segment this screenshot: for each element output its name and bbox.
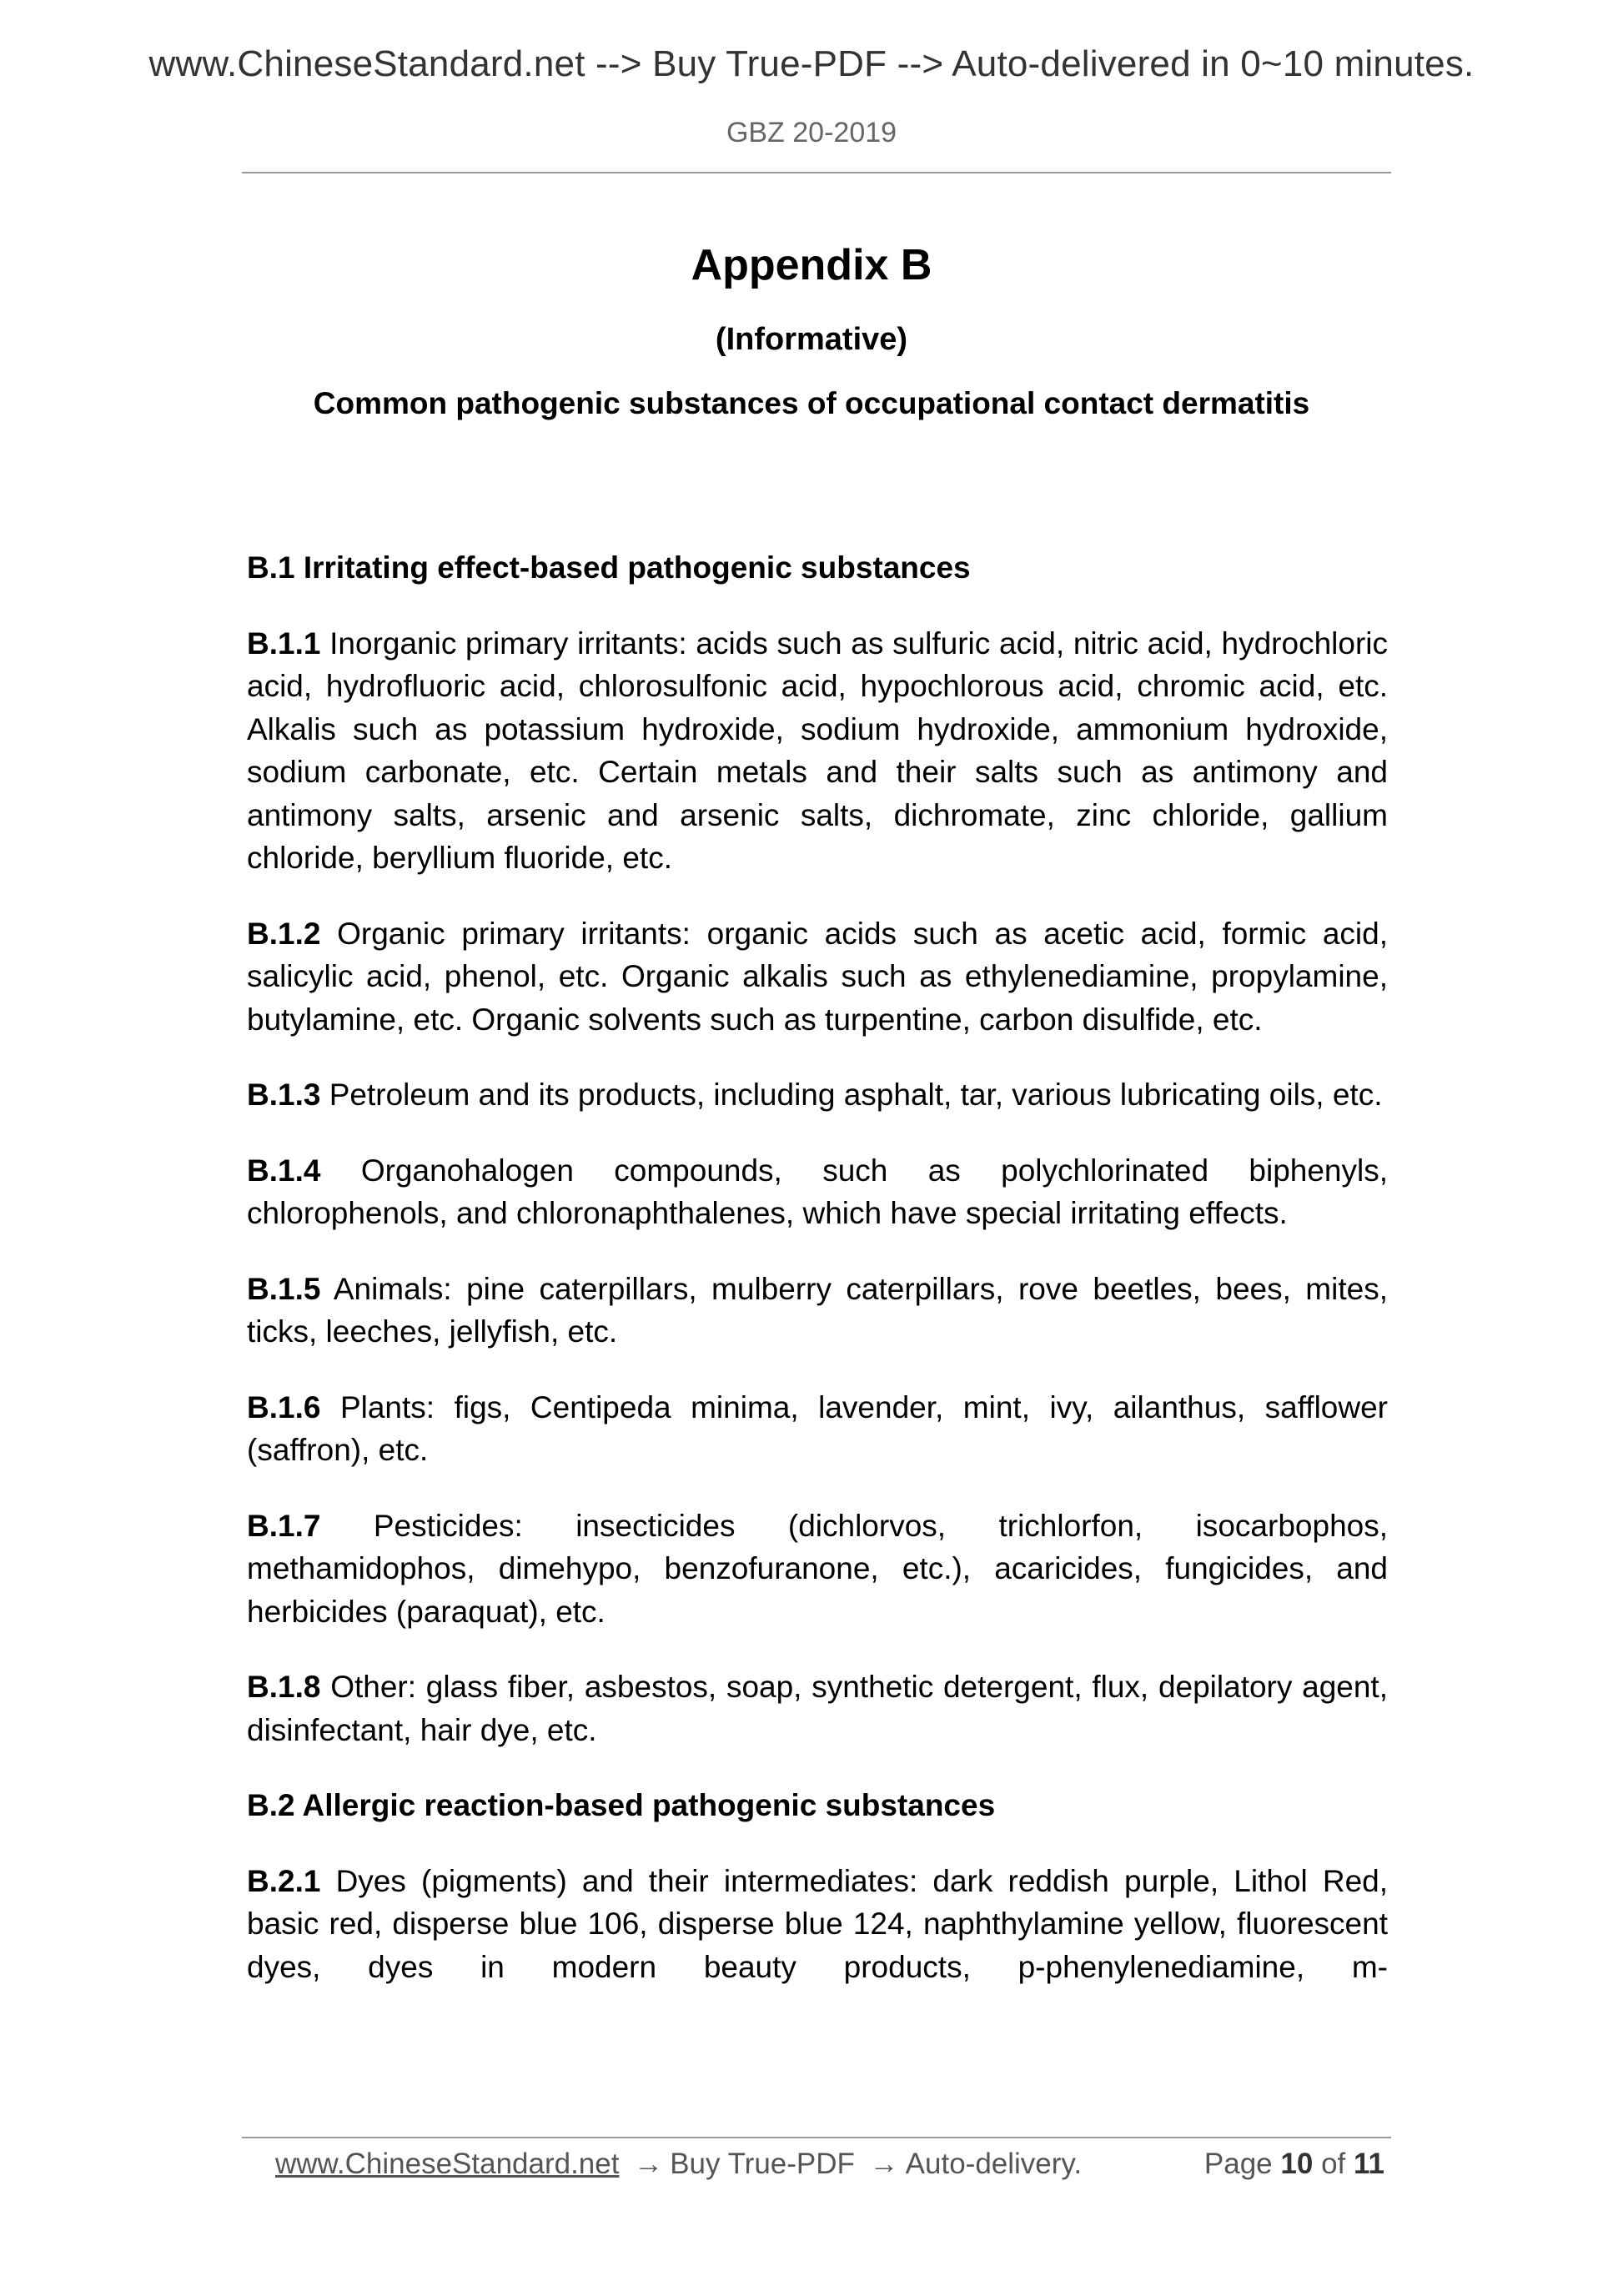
clause-b14 <box>247 1149 1388 1235</box>
page-number: 10 <box>1280 2148 1314 2180</box>
clause-number: B.1.4 <box>247 1153 321 1188</box>
header-divider <box>242 172 1391 173</box>
clause-b17 <box>247 1505 1388 1634</box>
clause-number: B.1.5 <box>247 1271 321 1306</box>
clause-number: B.1.1 <box>247 625 321 661</box>
page-footer <box>275 2139 1384 2189</box>
clause-text: Organic primary irritants: organic acids such as acetic acid, formic acid, salicylic acid, phenol, etc. Organic alkalis such as ethylenediamine, propylamine, butylamine, etc. Organic solvents such as turpentine, carbon disulfide, etc. <box>247 916 1389 1037</box>
page-indicator <box>1204 2139 1384 2189</box>
page-label: Page <box>1203 2148 1273 2180</box>
of-label: of <box>1321 2148 1346 2180</box>
arrow-right-icon: → <box>869 2148 899 2180</box>
clause-number: B.1.8 <box>247 1670 321 1704</box>
clause-b16 <box>247 1386 1388 1472</box>
section-heading-b1: B.1 Irritating effect-based pathogenic substances <box>247 550 971 585</box>
arrow-right-icon: → <box>634 2148 664 2180</box>
delivery-text: Auto-delivery. <box>905 2148 1083 2180</box>
clause-b12 <box>247 912 1388 1042</box>
clause-b15 <box>247 1268 1388 1354</box>
clause-text: Animals: pine caterpillars, mulberry caterpillars, rove beetles, bees, mites, ticks, leeches, jellyfish, etc. <box>247 1271 1388 1349</box>
clause-number: B.1.2 <box>247 916 321 951</box>
section-heading-b2: B.2 Allergic reaction-based pathogenic substances <box>247 1788 996 1822</box>
clause-number: B.1.6 <box>247 1389 321 1424</box>
appendix-type: (Informative) <box>715 322 908 357</box>
clause-text: Inorganic primary irritants: acids such as sulfuric acid, nitric acid, hydrochloric acid, hydrofluoric acid, chlorosulfonic acid, hypochlorous acid, chromic acid, etc. Alkalis such as potassium hydroxide, sodium hydroxide, ammonium hydroxide, sodium carbonate, etc. Certain metals and their salts such as antimony and antimony salts, arsenic and arsenic salts, dichromate, zinc chloride, gallium chloride, beryllium fluoride, etc. <box>247 625 1388 875</box>
clause-text: Other: glass fiber, asbestos, soap, synthetic detergent, flux, depilatory agent, disinfectant, hair dye, etc. <box>247 1670 1388 1747</box>
site-link[interactable]: www.ChineseStandard.net <box>275 2148 620 2180</box>
site-banner: www.ChineseStandard.net --> Buy True-PDF --> Auto-delivered in 0~10 minutes. <box>148 43 1475 84</box>
clause-number: B.1.3 <box>247 1078 321 1112</box>
standard-code: GBZ 20-2019 <box>726 117 897 148</box>
clause-text: Dyes (pigments) and their intermediates: dark reddish purple, Lithol Red, basic red, disperse blue 106, disperse blue 124, naphthylamine yellow, fluorescent dyes, dyes in modern beauty products, p-phenylenediamine, m- <box>247 1863 1388 1984</box>
clause-text: Organohalogen compounds, such as polychlorinated biphenyls, chlorophenols, and chloronaphthalenes, which have special irritating effects. <box>247 1153 1389 1230</box>
total-pages: 11 <box>1354 2148 1384 2180</box>
clause-b21 <box>247 1860 1388 1989</box>
clause-number: B.1.7 <box>247 1508 321 1543</box>
buy-text: Buy True-PDF <box>670 2148 855 2180</box>
clause-text: Pesticides: insecticides (dichlorvos, trichlorfon, isocarbophos, methamidophos, dimehypo, benzofuranone, etc.), acaricides, fungicides, and herbicides (paraquat), etc. <box>247 1508 1389 1629</box>
clause-text: Plants: figs, Centipeda minima, lavender, mint, ivy, ailanthus, safflower (saffron), etc. <box>247 1389 1389 1467</box>
clause-text: Petroleum and its products, including asphalt, tar, various lubricating oils, etc. <box>329 1078 1383 1112</box>
clause-number: B.2.1 <box>247 1863 321 1898</box>
appendix-caption: Common pathogenic substances of occupational contact dermatitis <box>313 386 1310 420</box>
footer-divider <box>242 2137 1391 2138</box>
document-body <box>247 546 1388 1988</box>
clause-b11 <box>247 622 1388 880</box>
clause-b13 <box>247 1073 1388 1117</box>
appendix-title: Appendix B <box>691 241 932 289</box>
clause-b18 <box>247 1665 1388 1751</box>
